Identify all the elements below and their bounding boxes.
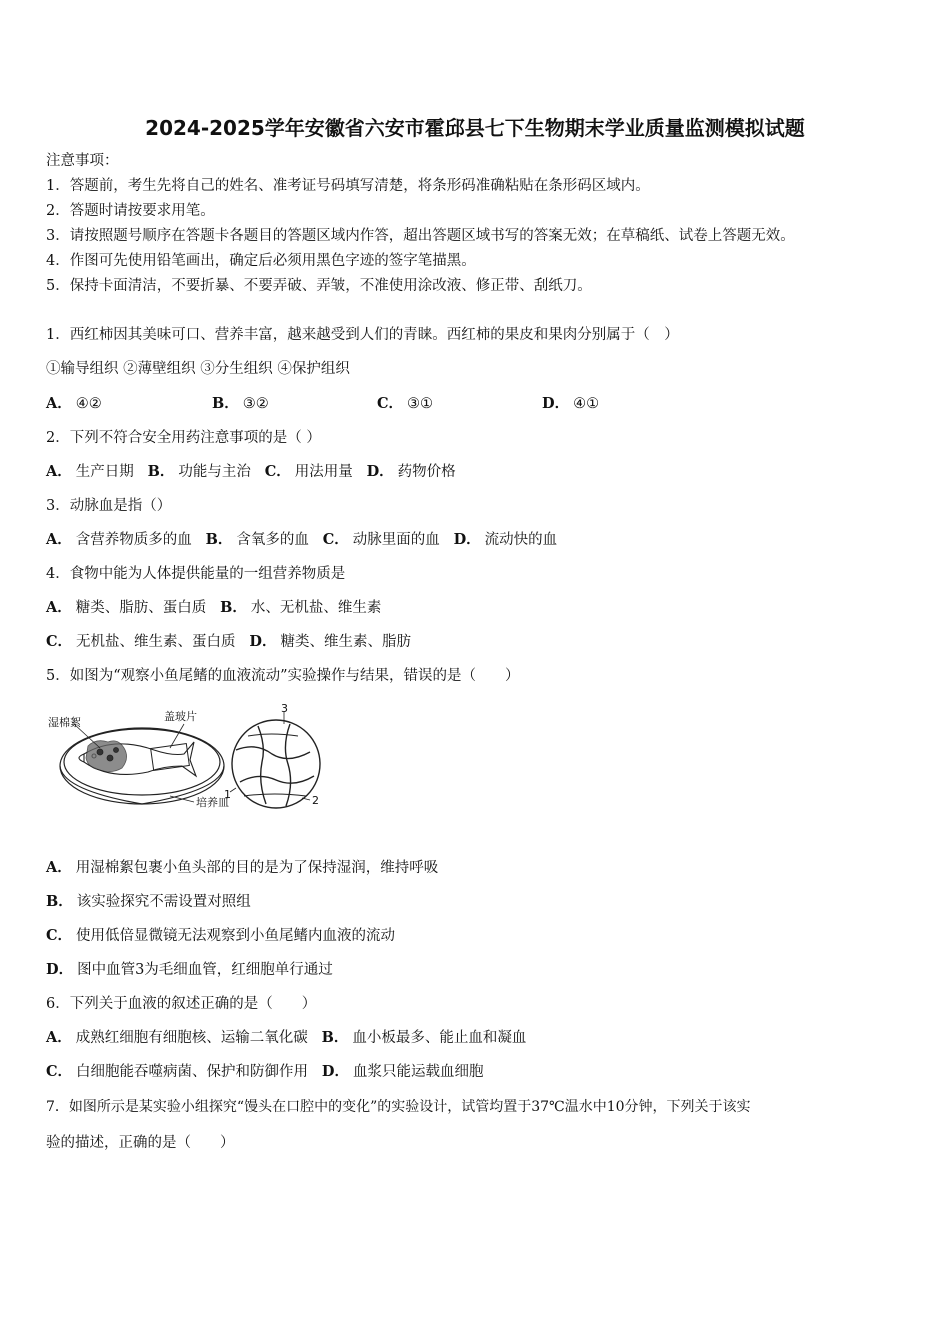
question-5-option-a: A． 用湿棉絮包裹小鱼头部的目的是为了保持湿润，维持呼吸 (46, 859, 439, 876)
petri-dish-drawing (60, 728, 224, 804)
label-vessel-1: 1 (224, 788, 231, 801)
notice-item: 4．作图可先使用铅笔画出，确定后必须用黑色字迹的签字笔描黑。 (46, 253, 476, 269)
question-6-options-ab: A． 成熟红细胞有细胞核、运输二氧化碳 B． 血小板最多、能止血和凝血 (46, 1029, 527, 1046)
label-petri-dish: 培养皿 (196, 796, 229, 809)
fish-tail-blood-flow-figure (44, 702, 334, 822)
question-3-stem: 3．动脉血是指（） (46, 498, 172, 514)
question-7-stem-line-2: 验的描述，正确的是（ ） (46, 1135, 235, 1151)
question-6-stem: 6．下列关于血液的叙述正确的是（ ） (46, 996, 317, 1012)
question-3-options: A． 含营养物质多的血 B． 含氧多的血 C． 动脉里面的血 D． 流动快的血 (46, 531, 558, 548)
question-4-options-ab: A． 糖类、脂肪、蛋白质 B． 水、无机盐、维生素 (46, 599, 382, 616)
question-4-stem: 4．食物中能为人体提供能量的一组营养物质是 (46, 566, 346, 582)
question-5-option-b: B． 该实验探究不需设置对照组 (46, 893, 251, 910)
microscope-field-drawing (232, 720, 320, 808)
wet-cotton-drawing (86, 741, 127, 772)
question-1-option-d: D． ④① (542, 395, 600, 412)
question-1-option-c: C． ③① (377, 395, 434, 412)
question-2-stem: 2．下列不符合安全用药注意事项的是（ ） (46, 430, 321, 446)
question-1-stem: 1．西红柿因其美味可口、营养丰富，越来越受到人们的青睐。西红柿的果皮和果肉分别属于（ ） (46, 327, 679, 343)
label-cover-slip: 盖玻片 (164, 710, 197, 723)
question-5-stem: 5．如图为“观察小鱼尾鳍的血液流动”实验操作与结果，错误的是（ ） (46, 668, 520, 684)
label-vessel-3: 3 (281, 702, 288, 715)
question-1-option-a: A． ④② (46, 395, 102, 412)
question-1-option-b: B． ③② (212, 395, 269, 412)
notice-item: 1．答题前，考生先将自己的姓名、准考证号码填写清楚，将条形码准确粘贴在条形码区域内。 (46, 178, 650, 194)
question-4-options-cd: C． 无机盐、维生素、蛋白质 D． 糖类、维生素、脂肪 (46, 633, 411, 650)
notice-item: 3．请按照题号顺序在答题卡各题目的答题区域内作答，超出答题区域书写的答案无效；在草稿纸、试卷上答题无效。 (46, 228, 795, 244)
question-5-option-c: C． 使用低倍显微镜无法观察到小鱼尾鳍内血液的流动 (46, 927, 396, 944)
page-title: 2024-2025学年安徽省六安市霍邱县七下生物期末学业质量监测模拟试题 (145, 116, 805, 140)
question-7-stem-line-1: 7．如图所示是某实验小组探究“馒头在口腔中的变化”的实验设计，试管均置于37℃温水中10分钟，下列关于该实 (46, 1099, 751, 1115)
question-1-sub: ①输导组织 ②薄壁组织 ③分生组织 ④保护组织 (46, 361, 350, 377)
question-5-option-d: D． 图中血管3为毛细血管，红细胞单行通过 (46, 961, 333, 978)
notice-item: 2．答题时请按要求用笔。 (46, 203, 215, 219)
question-2-options: A． 生产日期 B． 功能与主治 C． 用法用量 D． 药物价格 (46, 463, 456, 480)
notice-header: 注意事项： (46, 153, 119, 169)
label-wet-cotton: 湿棉絮 (48, 716, 81, 729)
label-vessel-2: 2 (312, 794, 319, 807)
question-6-options-cd: C． 白细胞能吞噬病菌、保护和防御作用 D． 血浆只能运载血细胞 (46, 1063, 484, 1080)
notice-item: 5．保持卡面清洁，不要折暴、不要弄破、弄皱，不准使用涂改液、修正带、刮纸刀。 (46, 278, 592, 294)
